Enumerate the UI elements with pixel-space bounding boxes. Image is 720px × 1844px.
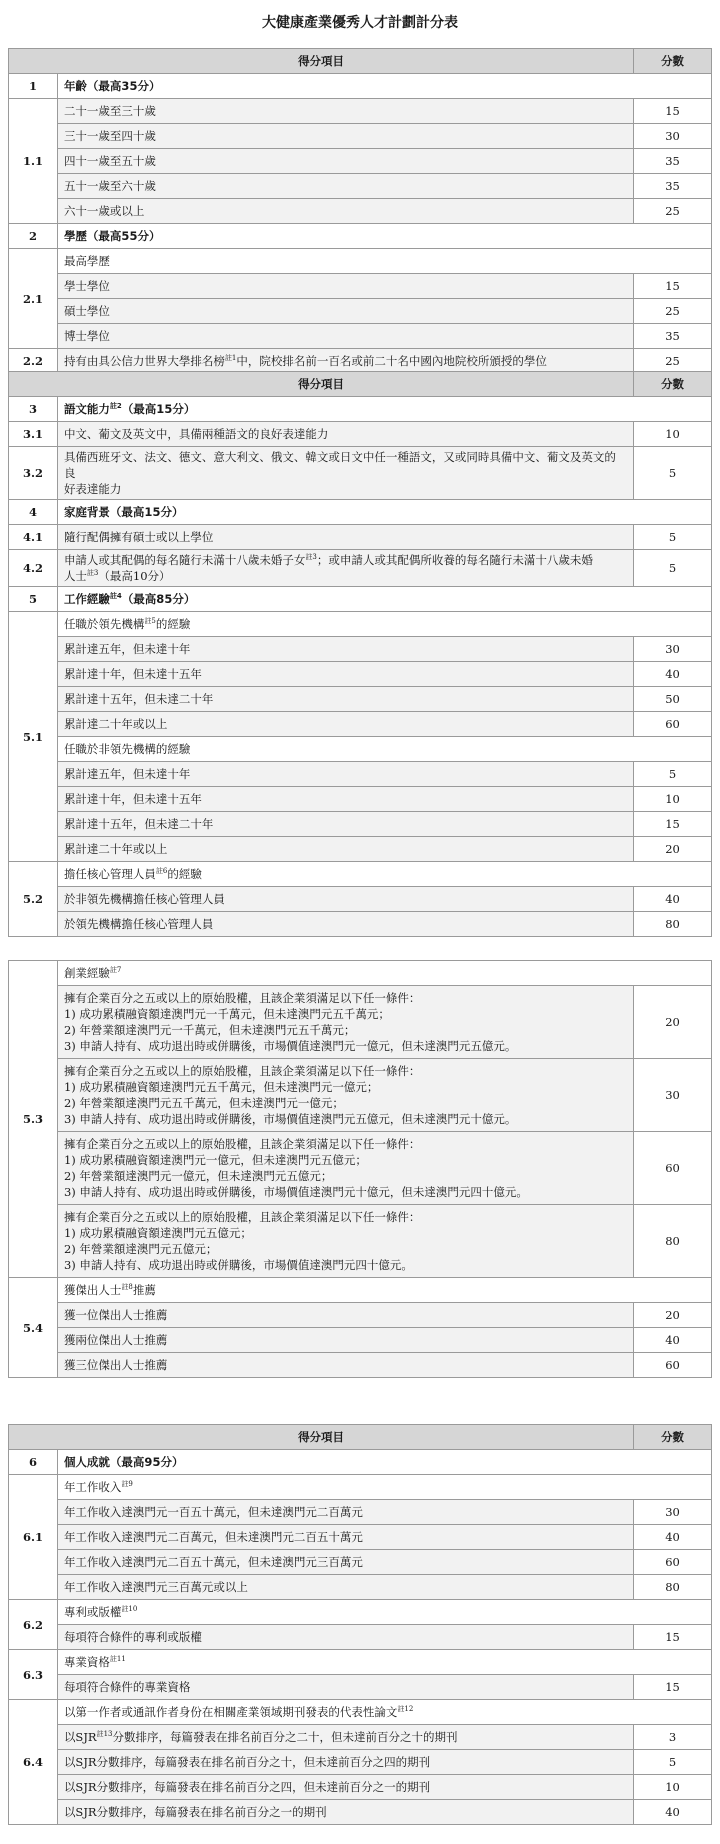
header-item: 得分項目 xyxy=(9,49,634,74)
table-row: 5.1 任職於領先機構$^{註5}$的經驗 xyxy=(9,612,712,637)
table-row: 累計達十年，但未達十五年 10 xyxy=(9,787,712,812)
header-score: 分數 xyxy=(634,49,712,74)
category-achievement: 6 個人成就（最高95分） xyxy=(9,1450,712,1475)
table-row: 以SJR分數排序，每篇發表在排名前百分之一的期刊 40 xyxy=(9,1800,712,1825)
table-row: 6.1 年工作收入$^{註9}$ xyxy=(9,1475,712,1500)
category-age: 1 年齡（最高35分） xyxy=(9,74,712,99)
table-row: 4.2 申請人或其配偶的每名隨行未滿十八歲未婚子女$^{註3}$；或申請人或其配偶所收養的每名隨行未滿十八歲未婚 人士$^{註3}$（最高10分） 5 xyxy=(9,550,712,587)
table-row: 五十一歲至六十歲 35 xyxy=(9,174,712,199)
table-row: 3.2 具備西班牙文、法文、德文、意大利文、俄文、韓文或日文中任一種語文，又或同時具備中文、葡文及英文的良 好表達能力 5 xyxy=(9,447,712,500)
table-row: 年工作收入達澳門元三百萬元或以上 80 xyxy=(9,1575,712,1600)
table-row: 以SJR$^{註13}$分數排序，每篇發表在排名前百分之二十，但未達前百分之十的期刊 3 xyxy=(9,1725,712,1750)
table-row: 年工作收入達澳門元二百萬元，但未達澳門元二百五十萬元 40 xyxy=(9,1525,712,1550)
table-row: 2.1 最高學歷 xyxy=(9,249,712,274)
score-table-3 xyxy=(8,960,712,1378)
table-row: 5.2 擔任核心管理人員$^{註6}$的經驗 xyxy=(9,862,712,887)
table-row: 每項符合條件的專業資格 15 xyxy=(9,1675,712,1700)
table-row: 累計達五年，但未達十年 30 xyxy=(9,637,712,662)
table-row: 3.1 中文、葡文及英文中，具備兩種語文的良好表達能力 10 xyxy=(9,422,712,447)
table-row: 年工作收入達澳門元二百五十萬元，但未達澳門元三百萬元 60 xyxy=(9,1550,712,1575)
page-title: 大健康產業優秀人才計劃計分表 xyxy=(262,15,458,31)
table-row: 6.4 以第一作者或通訊作者身份在相關產業領域期刊發表的代表性論文$^{註12}$ xyxy=(9,1700,712,1725)
table-row: 擁有企業百分之五或以上的原始股權，且該企業須滿足以下任一條件： 1) 成功累積融資額達澳門元一千萬元，但未達澳門元五千萬元； 2) 年營業額達澳門元一千萬元，但未達澳門元五千萬元； 3) 申請人持有、成功退出時或併購後，市場價值達澳門元一億元，但未達澳門元五億元。 20 xyxy=(9,986,712,1059)
table-row: 碩士學位 25 xyxy=(9,299,712,324)
footnote-ref: 註2 xyxy=(109,402,122,411)
score-table-1 xyxy=(8,48,712,374)
table-row: 累計達二十年或以上 20 xyxy=(9,837,712,862)
score-table-2 xyxy=(8,371,712,937)
table-row: 擁有企業百分之五或以上的原始股權，且該企業須滿足以下任一條件： 1) 成功累積融資額達澳門元一億元，但未達澳門元五億元； 2) 年營業額達澳門元一億元，但未達澳門元五億元； 3) 申請人持有、成功退出時或併購後，市場價值達澳門元十億元，但未達澳門元四十億元。 60 xyxy=(9,1132,712,1205)
table-row: 擁有企業百分之五或以上的原始股權，且該企業須滿足以下任一條件： 1) 成功累積融資額達澳門元五億元； 2) 年營業額達澳門元五億元； 3) 申請人持有、成功退出時或併購後，市場價值達澳門元四十億元。 80 xyxy=(9,1205,712,1278)
table-row: 累計達十年，但未達十五年 40 xyxy=(9,662,712,687)
table-row: 5.4 獲傑出人士$^{註8}$推薦 xyxy=(9,1278,712,1303)
table-row: 每項符合條件的專利或版權 15 xyxy=(9,1625,712,1650)
table-row: 擁有企業百分之五或以上的原始股權，且該企業須滿足以下任一條件： 1) 成功累積融資額達澳門元五千萬元，但未達澳門元一億元； 2) 年營業額達澳門元五千萬元，但未達澳門元一億元； 3) 申請人持有、成功退出時或併購後，市場價值達澳門元五億元，但未達澳門元十億元。 30 xyxy=(9,1059,712,1132)
table-row: 獲三位傑出人士推薦 60 xyxy=(9,1353,712,1378)
table-row: 獲一位傑出人士推薦 20 xyxy=(9,1303,712,1328)
category-education: 2 學歷（最高55分） xyxy=(9,224,712,249)
table-row: 累計達二十年或以上 60 xyxy=(9,712,712,737)
table-row: 六十一歲或以上 25 xyxy=(9,199,712,224)
table-row: 累計達十五年，但未達二十年 15 xyxy=(9,812,712,837)
table-row: 6.2 專利或版權$^{註10}$ xyxy=(9,1600,712,1625)
table-row: 於領先機構擔任核心管理人員 80 xyxy=(9,912,712,937)
category-work: 5 工作經驗$^{註4}$（最高85分） xyxy=(9,587,712,612)
table-header xyxy=(9,49,712,74)
table-row: 四十一歲至五十歲 35 xyxy=(9,149,712,174)
score-table-4 xyxy=(8,1424,712,1825)
table-row: 以SJR分數排序，每篇發表在排名前百分之十，但未達前百分之四的期刊 5 xyxy=(9,1750,712,1775)
table-row: 累計達五年，但未達十年 5 xyxy=(9,762,712,787)
table-row: 三十一歲至四十歲 30 xyxy=(9,124,712,149)
table-row: 博士學位 35 xyxy=(9,324,712,349)
table-row: 於非領先機構擔任核心管理人員 40 xyxy=(9,887,712,912)
category-family: 4 家庭背景（最高15分） xyxy=(9,500,712,525)
table-row: 6.3 專業資格$^{註11}$ xyxy=(9,1650,712,1675)
table-row: 5.3 創業經驗$^{註7}$ xyxy=(9,961,712,986)
table-row: 任職於非領先機構的經驗 xyxy=(9,737,712,762)
table-row: 以SJR分數排序，每篇發表在排名前百分之四，但未達前百分之一的期刊 10 xyxy=(9,1775,712,1800)
table-row: 4.1 隨行配偶擁有碩士或以上學位 5 xyxy=(9,525,712,550)
category-language: 3 語文能力$^{註2}$（最高15分） xyxy=(9,397,712,422)
table-row: 年工作收入達澳門元一百五十萬元，但未達澳門元二百萬元 30 xyxy=(9,1500,712,1525)
table-row: 1.1 二十一歲至三十歲 15 xyxy=(9,99,712,124)
table-header: 得分項目 分數 xyxy=(9,372,712,397)
table-row: 獲兩位傑出人士推薦 40 xyxy=(9,1328,712,1353)
table-row: 學士學位 15 xyxy=(9,274,712,299)
table-row: 累計達十五年，但未達二十年 50 xyxy=(9,687,712,712)
footnote-ref: 註1 xyxy=(224,354,237,363)
table-row: 2.2 持有由具公信力世界大學排名榜$^{註1}$中，院校排名前一百名或前二十名中國內地院校所頒授的學位 25 xyxy=(9,349,712,374)
table-header: 得分項目 分數 xyxy=(9,1425,712,1450)
